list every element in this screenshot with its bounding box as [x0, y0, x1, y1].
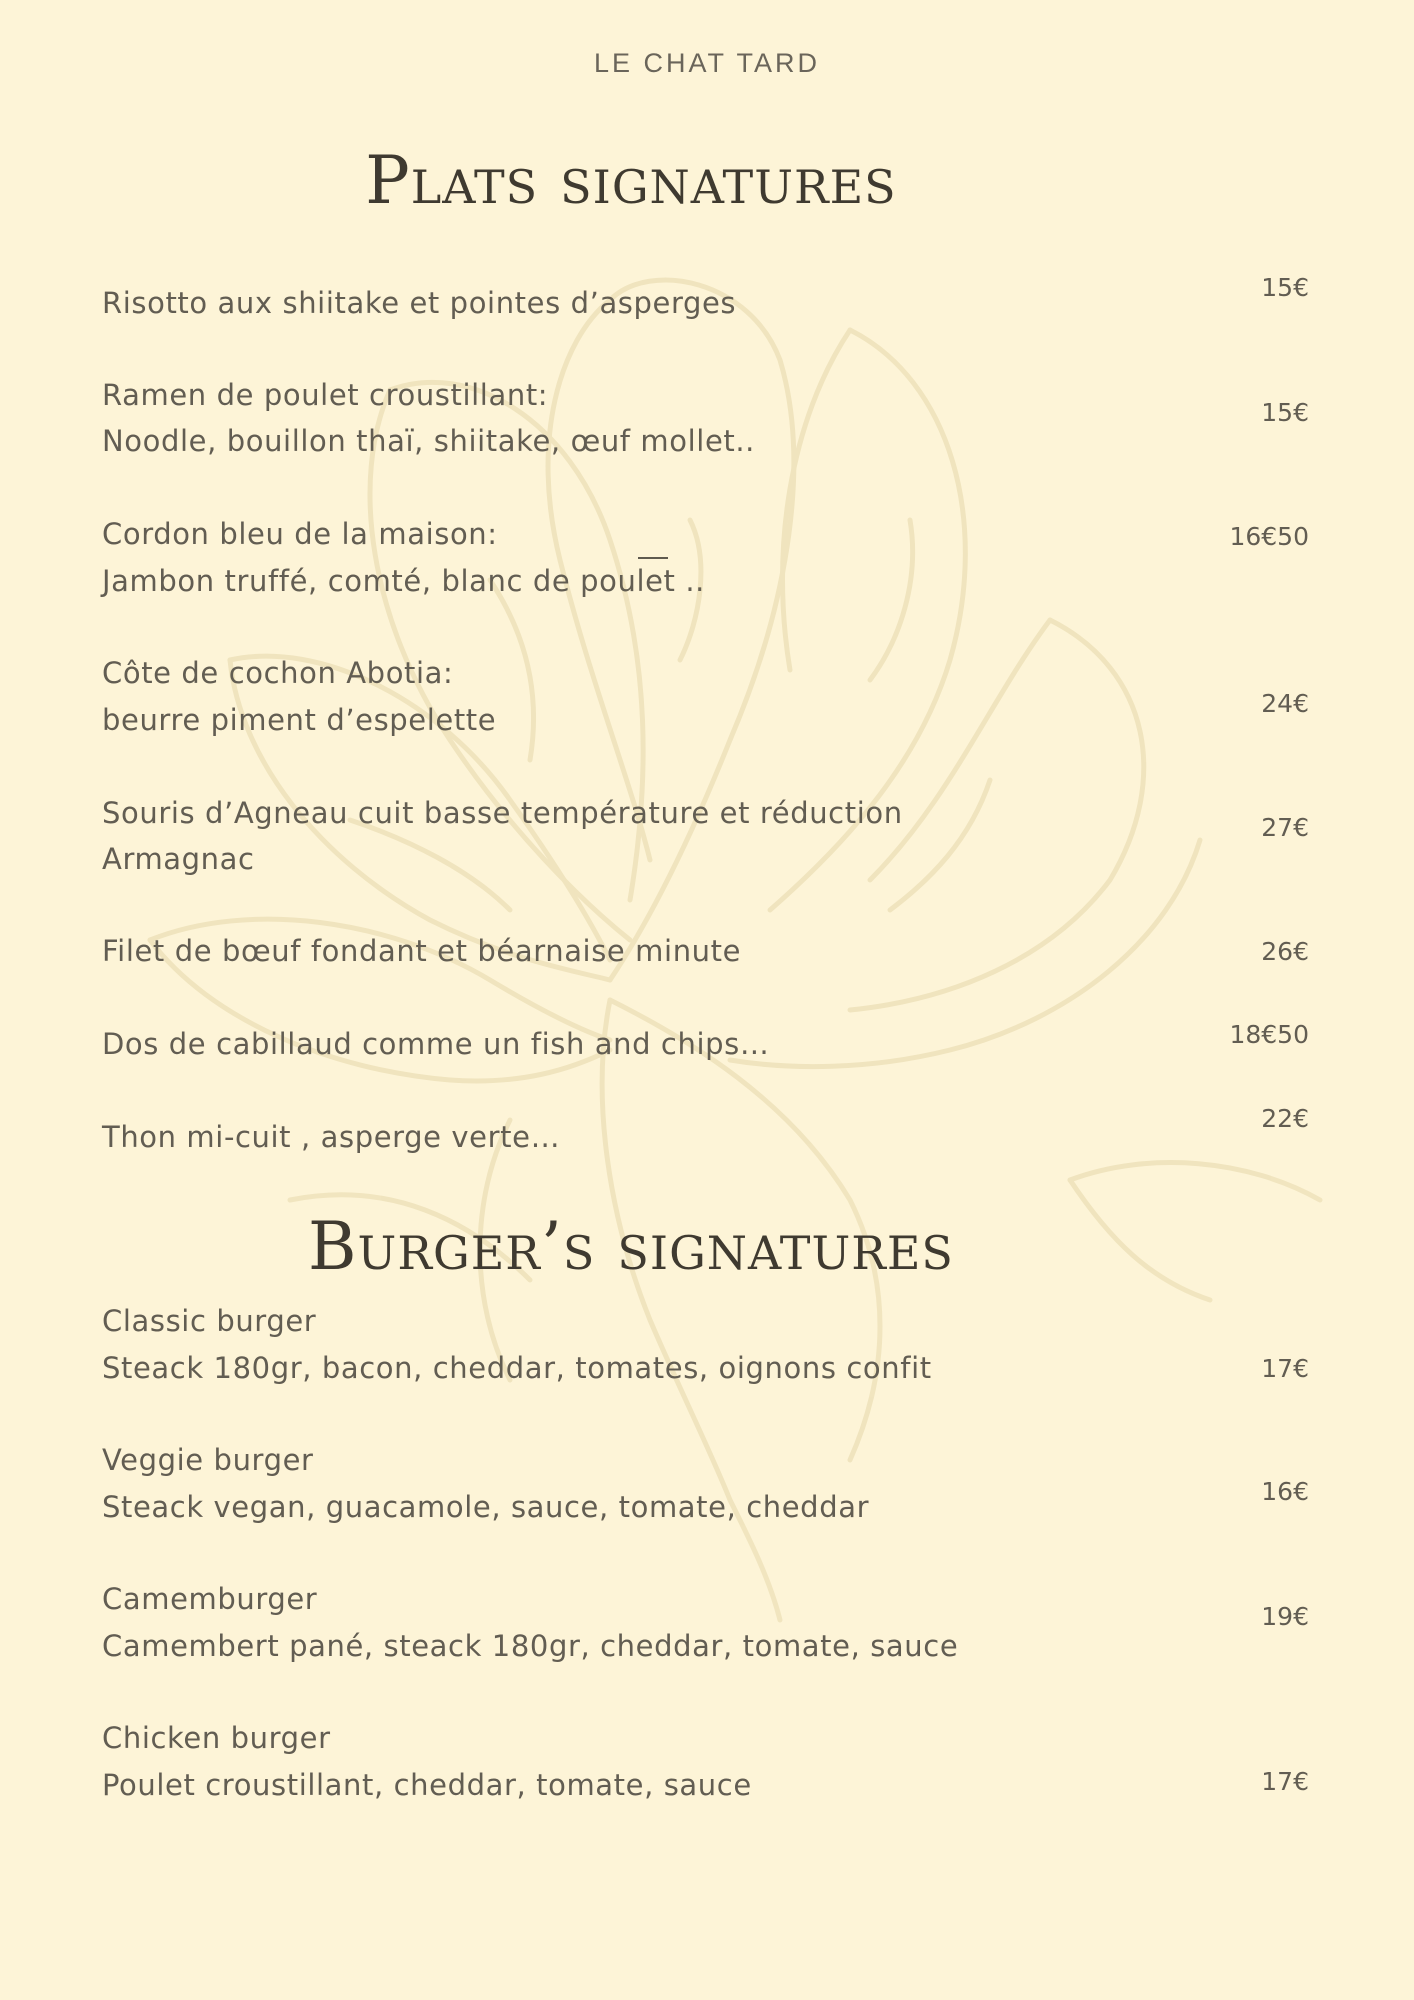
restaurant-name: LE CHAT TARD	[593, 48, 821, 78]
menu-item-chicken-burger-desc: Poulet croustillant, cheddar, tomate, sauce	[102, 1768, 752, 1802]
section-title-burgers: Burger’s signatures	[308, 1208, 954, 1285]
menu-item-souris-agneau-desc: Armagnac	[102, 842, 255, 876]
price-filet-boeuf: 26€	[1261, 937, 1309, 966]
menu-item-camemburger-desc: Camembert pané, steack 180gr, cheddar, tomate, sauce	[102, 1629, 959, 1663]
price-cabillaud: 18€50	[1229, 1020, 1309, 1049]
menu-item-cordon-bleu: Cordon bleu de la maison:	[102, 517, 498, 551]
menu-item-camemburger: Camemburger	[102, 1582, 318, 1616]
price-thon: 22€	[1261, 1104, 1309, 1133]
price-cordon-bleu: 16€50	[1229, 522, 1309, 551]
menu-item-veggie-burger-desc: Steack vegan, guacamole, sauce, tomate, cheddar	[102, 1490, 870, 1524]
price-camemburger: 19€	[1261, 1602, 1309, 1631]
menu-item-ramen: Ramen de poulet croustillant:	[102, 378, 549, 412]
price-chicken-burger: 17€	[1261, 1767, 1309, 1796]
price-veggie-burger: 16€	[1261, 1477, 1309, 1506]
menu-item-veggie-burger: Veggie burger	[102, 1443, 314, 1477]
price-classic-burger: 17€	[1261, 1354, 1309, 1383]
menu-item-classic-burger: Classic burger	[102, 1304, 317, 1338]
menu-item-cote-cochon-desc: beurre piment d’espelette	[102, 703, 497, 737]
price-risotto: 15€	[1261, 273, 1309, 302]
menu-item-cabillaud: Dos de cabillaud comme un fish and chips…	[102, 1027, 770, 1061]
menu-item-cordon-bleu-desc: Jambon truffé, comté, blanc de poulet ..	[102, 564, 705, 598]
menu-item-risotto: Risotto aux shiitake et pointes d’asperges	[102, 286, 737, 320]
stray-dash	[638, 557, 668, 559]
menu-item-thon: Thon mi-cuit , asperge verte…	[102, 1120, 561, 1154]
menu-item-chicken-burger: Chicken burger	[102, 1721, 331, 1755]
section-title-plats: Plats signatures	[365, 142, 897, 219]
price-ramen: 15€	[1261, 398, 1309, 427]
menu-item-ramen-desc: Noodle, bouillon thaï, shiitake, œuf mollet..	[102, 424, 755, 458]
menu-item-cote-cochon: Côte de cochon Abotia:	[102, 656, 454, 690]
price-souris-agneau: 27€	[1261, 813, 1309, 842]
menu-item-classic-burger-desc: Steack 180gr, bacon, cheddar, tomates, oignons confit	[102, 1351, 932, 1385]
menu-item-filet-boeuf: Filet de bœuf fondant et béarnaise minute	[102, 934, 742, 968]
menu-item-souris-agneau: Souris d’Agneau cuit basse température et réduction	[102, 796, 903, 830]
price-cote-cochon: 24€	[1261, 689, 1309, 718]
